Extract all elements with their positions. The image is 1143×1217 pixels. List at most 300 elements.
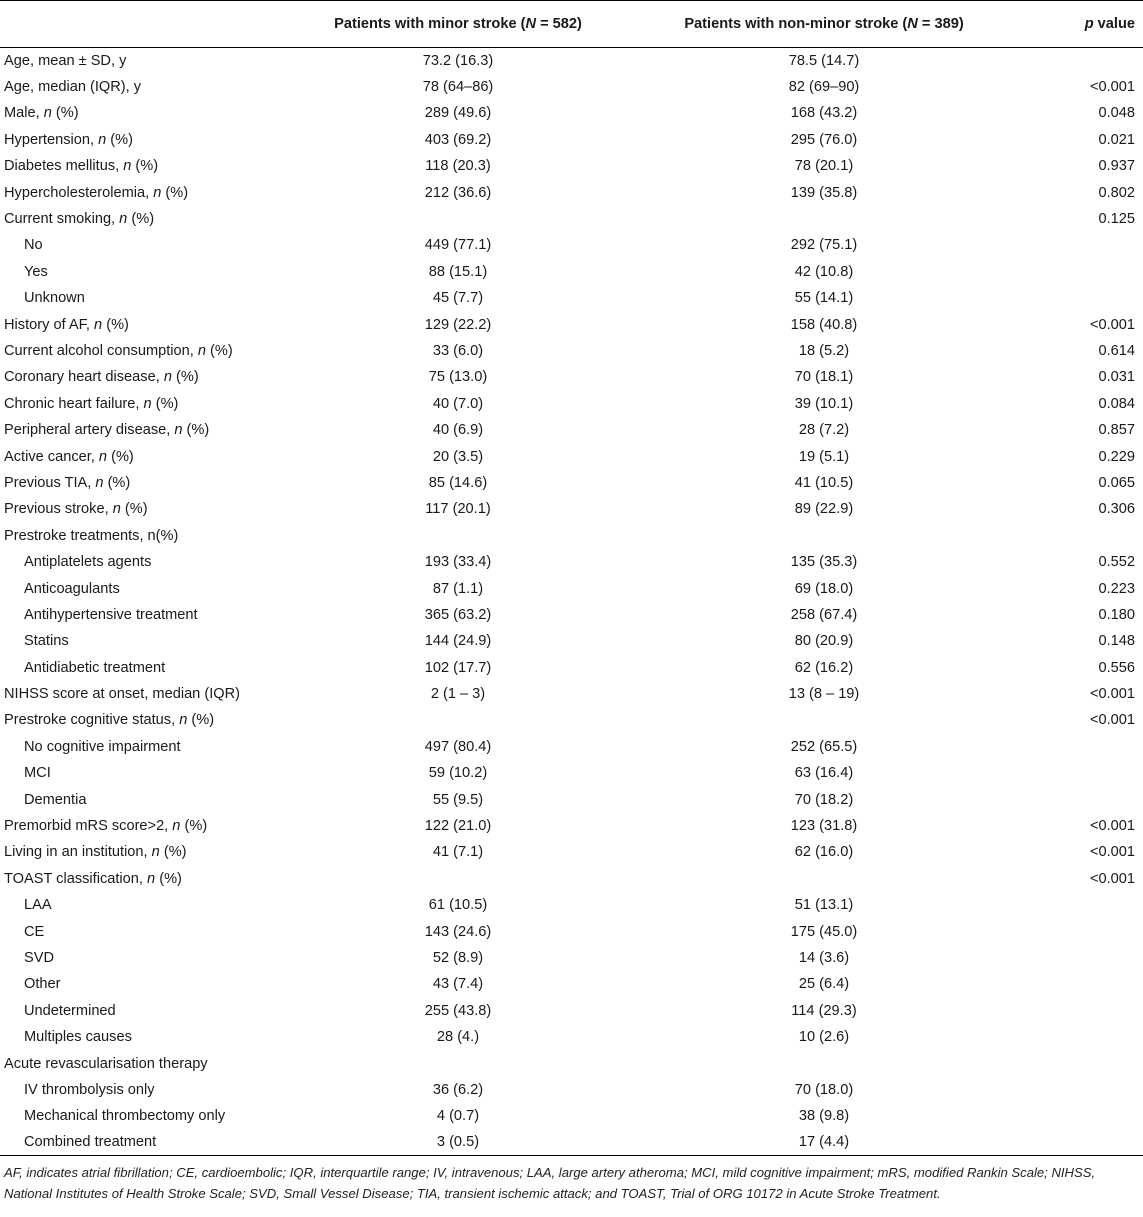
table-row — [0, 945, 1143, 971]
cell-nonminor: 28 (7.2) — [798, 422, 850, 439]
cell-p-value — [1032, 1077, 1143, 1103]
cell-nonminor: 158 (40.8) — [790, 316, 858, 333]
table-row — [0, 971, 1143, 997]
cell-p-value: 0.084 — [1098, 395, 1135, 412]
cell-p-value — [1032, 48, 1143, 74]
row-label-text: Combined treatment — [24, 1134, 157, 1151]
row-label — [0, 1103, 300, 1129]
cell-minor: 118 (20.3) — [425, 158, 491, 175]
cell-p-value: 0.614 — [1098, 342, 1135, 359]
row-label — [0, 602, 300, 628]
cell-minor: 2 (1 – 3) — [430, 686, 486, 703]
row-label-n: n — [174, 422, 183, 439]
row-label — [0, 1050, 300, 1076]
table-header — [0, 1, 1143, 48]
row-label — [0, 760, 300, 786]
cell-minor — [300, 707, 616, 733]
row-label-n: n — [95, 474, 104, 491]
cell-p-value: 0.229 — [1098, 448, 1135, 465]
row-label-text: Living in an institution, — [4, 844, 152, 861]
header-minor-stroke — [300, 1, 616, 48]
cell-minor: 212 (36.6) — [424, 184, 492, 201]
row-label-text: LAA — [24, 897, 52, 914]
cell-p-value: 0.148 — [1098, 633, 1135, 650]
cell-minor: 43 (7.4) — [432, 976, 484, 993]
cell-minor — [300, 523, 616, 549]
row-label-suffix: (%) — [151, 395, 179, 412]
cell-nonminor: 70 (18.1) — [794, 369, 854, 386]
cell-minor: 78 (64–86) — [422, 79, 494, 96]
cell-p-value: 0.937 — [1098, 158, 1135, 175]
row-label-text: Active cancer, — [4, 448, 99, 465]
cell-minor: 55 (9.5) — [432, 791, 484, 808]
cell-nonminor: 135 (35.3) — [790, 554, 858, 571]
table-row — [0, 866, 1143, 892]
row-label-text: Antiplatelets agents — [24, 554, 152, 571]
cell-nonminor: 175 (45.0) — [790, 923, 858, 940]
cell-minor: 117 (20.1) — [425, 501, 491, 518]
table-row — [0, 575, 1143, 601]
row-label-n: n — [123, 158, 132, 175]
row-label-text: History of AF, — [4, 316, 95, 333]
table-row — [0, 74, 1143, 100]
header-nonminor-n: N — [907, 16, 918, 32]
row-label-n: n — [119, 211, 128, 228]
header-nonminor-label: Patients with non-minor stroke ( — [684, 16, 908, 32]
cell-p-value: <0.001 — [1089, 818, 1135, 835]
cell-p-value: 0.048 — [1098, 105, 1135, 122]
cell-minor: 102 (17.7) — [424, 659, 492, 676]
table-row — [0, 1050, 1143, 1076]
row-label-suffix: (%) — [159, 844, 187, 861]
row-label-suffix: (%) — [106, 131, 133, 148]
row-label-n: n — [153, 184, 162, 201]
row-label — [0, 892, 300, 918]
cell-nonminor: 18 (5.2) — [798, 342, 850, 359]
cell-nonminor: 41 (10.5) — [794, 474, 854, 491]
cell-minor: 289 (49.6) — [424, 105, 492, 122]
header-minor-count: = 582) — [536, 16, 582, 32]
cell-minor: 59 (10.2) — [428, 765, 488, 782]
cell-p-value — [1032, 892, 1143, 918]
table-row — [0, 391, 1143, 417]
row-label-text: Current smoking, — [4, 211, 120, 228]
row-label-suffix: (%) — [155, 870, 182, 887]
row-label — [0, 48, 300, 74]
cell-minor: 40 (6.9) — [432, 422, 484, 439]
cell-p-value — [1032, 285, 1143, 311]
cell-minor: 193 (33.4) — [424, 554, 492, 571]
cell-nonminor: 10 (2.6) — [798, 1029, 850, 1046]
row-label-text: Age, mean ± SD, y — [4, 52, 127, 69]
cell-nonminor: 114 (29.3) — [791, 1002, 857, 1019]
row-label — [0, 391, 300, 417]
row-label-n: n — [112, 501, 121, 518]
row-label — [0, 74, 300, 100]
table-row — [0, 1130, 1143, 1156]
row-label-text: SVD — [24, 949, 55, 966]
row-label-text: Current alcohol consumption, — [4, 342, 198, 359]
row-label-suffix: (%) — [171, 369, 199, 386]
row-label-text: TOAST classification, — [4, 870, 148, 887]
table-row — [0, 153, 1143, 179]
cell-nonminor — [616, 206, 1032, 232]
row-label-text: Premorbid mRS score>2, — [4, 818, 173, 835]
table-row — [0, 654, 1143, 680]
row-label-suffix: (%) — [182, 422, 210, 439]
table-row — [0, 338, 1143, 364]
row-label — [0, 681, 300, 707]
row-label-n: n — [151, 844, 160, 861]
cell-nonminor: 82 (69–90) — [788, 79, 860, 96]
table-row — [0, 602, 1143, 628]
cell-minor: 20 (3.5) — [432, 448, 484, 465]
row-label — [0, 1130, 300, 1156]
cell-nonminor: 78.5 (14.7) — [788, 52, 860, 69]
table-body — [0, 48, 1143, 1156]
cell-nonminor — [616, 866, 1032, 892]
row-label-text: MCI — [24, 765, 51, 782]
cell-p-value: <0.001 — [1089, 712, 1135, 729]
cell-minor: 33 (6.0) — [432, 342, 484, 359]
row-label — [0, 1024, 300, 1050]
row-label-text: Unknown — [24, 290, 85, 307]
cell-minor — [300, 206, 616, 232]
cell-p-value: 0.125 — [1098, 211, 1135, 228]
row-label-text: Yes — [24, 263, 48, 280]
cell-minor: 87 (1.1) — [432, 580, 484, 597]
table-row — [0, 918, 1143, 944]
cell-minor: 449 (77.1) — [424, 237, 492, 254]
table-row — [0, 813, 1143, 839]
row-label-suffix: (%) — [127, 211, 155, 228]
row-label-text: Hypertension, — [4, 131, 99, 148]
row-label-text: Statins — [24, 633, 69, 650]
cell-p-value: 0.223 — [1098, 580, 1135, 597]
row-label-text: IV thrombolysis only — [24, 1081, 155, 1098]
row-label-text: Hypercholesterolemia, — [4, 184, 154, 201]
table-row — [0, 100, 1143, 126]
row-label — [0, 179, 300, 205]
cell-p-value — [1032, 998, 1143, 1024]
row-label — [0, 496, 300, 522]
cell-nonminor: 292 (75.1) — [790, 237, 858, 254]
table-row — [0, 734, 1143, 760]
row-label-text: Peripheral artery disease, — [4, 422, 175, 439]
header-nonminor-count: = 389) — [917, 16, 964, 32]
cell-minor: 365 (63.2) — [424, 606, 492, 623]
cell-nonminor: 252 (65.5) — [790, 738, 858, 755]
cell-p-value: <0.001 — [1089, 870, 1135, 887]
row-label — [0, 628, 300, 654]
cell-minor: 129 (22.2) — [424, 316, 492, 333]
cell-p-value — [1032, 259, 1143, 285]
header-p-label: value — [1093, 16, 1135, 32]
cell-minor: 36 (6.2) — [432, 1081, 484, 1098]
row-label-text: Antidiabetic treatment — [24, 659, 166, 676]
cell-minor — [300, 866, 616, 892]
cell-minor: 255 (43.8) — [424, 1002, 492, 1019]
row-label-text: Diabetes mellitus, — [4, 158, 124, 175]
row-label — [0, 866, 300, 892]
cell-minor: 85 (14.6) — [428, 474, 488, 491]
cell-minor: 75 (13.0) — [428, 369, 488, 386]
cell-nonminor: 62 (16.2) — [794, 659, 854, 676]
row-label — [0, 1077, 300, 1103]
cell-nonminor: 42 (10.8) — [794, 263, 854, 280]
cell-p-value: <0.001 — [1089, 79, 1135, 96]
row-label-suffix: (%) — [161, 184, 189, 201]
cell-nonminor: 69 (18.0) — [794, 580, 854, 597]
cell-minor: 73.2 (16.3) — [422, 52, 494, 69]
header-minor-n: N — [525, 16, 537, 32]
row-label — [0, 786, 300, 812]
row-label-text: NIHSS score at onset, median (IQR) — [4, 686, 241, 703]
cell-minor: 3 (0.5) — [300, 1130, 616, 1156]
cell-minor: 403 (69.2) — [424, 131, 492, 148]
cell-nonminor: 62 (16.0) — [794, 844, 854, 861]
row-label — [0, 839, 300, 865]
row-label — [0, 417, 300, 443]
cell-p-value: 0.180 — [1098, 606, 1135, 623]
header-minor-label: Patients with minor stroke ( — [334, 16, 526, 32]
cell-p-value — [1032, 232, 1143, 258]
table-row — [0, 311, 1143, 337]
cell-p-value: 0.802 — [1098, 184, 1135, 201]
cell-nonminor: 168 (43.2) — [790, 105, 858, 122]
cell-p-value — [1032, 1024, 1143, 1050]
row-label-suffix: (%) — [102, 316, 129, 333]
cell-nonminor: 17 (4.4) — [616, 1130, 1032, 1156]
cell-minor: 28 (4.) — [436, 1029, 480, 1046]
table-row — [0, 496, 1143, 522]
table-row — [0, 443, 1143, 469]
cell-p-value — [1032, 1103, 1143, 1129]
table-row — [0, 707, 1143, 733]
cell-p-value: 0.031 — [1098, 369, 1135, 386]
row-label — [0, 338, 300, 364]
row-label-text: Undetermined — [24, 1002, 116, 1019]
row-label-suffix: (%) — [120, 501, 148, 518]
table-row — [0, 285, 1143, 311]
header-characteristic — [0, 1, 300, 48]
row-label — [0, 153, 300, 179]
row-label-text: Prestroke cognitive status, — [4, 712, 180, 729]
table-row — [0, 259, 1143, 285]
row-label — [0, 549, 300, 575]
table-row — [0, 206, 1143, 232]
row-label — [0, 945, 300, 971]
row-label-n: n — [98, 448, 108, 465]
table-row — [0, 1024, 1143, 1050]
cell-p-value — [1032, 1130, 1143, 1156]
row-label-n: n — [147, 870, 156, 887]
cell-p-value: <0.001 — [1089, 316, 1135, 333]
row-label-text: Anticoagulants — [24, 580, 120, 597]
table-row — [0, 523, 1143, 549]
cell-nonminor: 70 (18.2) — [794, 791, 854, 808]
table-row — [0, 760, 1143, 786]
cell-minor: 52 (8.9) — [432, 949, 484, 966]
row-label-suffix: (%) — [103, 474, 131, 491]
cell-nonminor: 89 (22.9) — [794, 501, 854, 518]
cell-minor: 88 (15.1) — [428, 263, 488, 280]
row-label — [0, 470, 300, 496]
cell-nonminor: 14 (3.6) — [798, 949, 850, 966]
row-label — [0, 575, 300, 601]
row-label — [0, 443, 300, 469]
header-p-italic: p — [1084, 16, 1094, 32]
row-label-text: Antihypertensive treatment — [24, 606, 198, 623]
table-row — [0, 1077, 1143, 1103]
row-label-text: CE — [24, 923, 45, 940]
header-p-value — [1032, 1, 1143, 48]
cell-nonminor — [616, 1050, 1032, 1076]
row-label-text: Age, median (IQR), y — [4, 79, 142, 96]
row-label — [0, 654, 300, 680]
header-nonminor-stroke — [616, 1, 1032, 48]
header-row — [0, 1, 1143, 48]
row-label-suffix: (%) — [180, 818, 208, 835]
cell-p-value: 0.857 — [1098, 422, 1135, 439]
cell-nonminor: 295 (76.0) — [790, 131, 858, 148]
row-label-text: Multiples causes — [24, 1029, 132, 1046]
cell-nonminor — [616, 523, 1032, 549]
cell-nonminor: 38 (9.8) — [798, 1108, 850, 1125]
row-label-text: Chronic heart failure, — [4, 395, 144, 412]
row-label-n: n — [179, 712, 188, 729]
table-row — [0, 232, 1143, 258]
row-label-n: n — [163, 369, 172, 386]
cell-minor: 61 (10.5) — [428, 897, 488, 914]
cell-p-value — [1032, 1050, 1143, 1076]
table-row — [0, 364, 1143, 390]
row-label — [0, 707, 300, 733]
cell-nonminor: 63 (16.4) — [794, 765, 854, 782]
cell-p-value: 0.065 — [1098, 474, 1135, 491]
row-label-n: n — [172, 818, 181, 835]
cell-nonminor: 39 (10.1) — [794, 395, 854, 412]
row-label-n: n — [94, 316, 103, 333]
cell-p-value — [1032, 945, 1143, 971]
row-label — [0, 100, 300, 126]
table-row — [0, 1103, 1143, 1129]
row-label — [0, 364, 300, 390]
cell-p-value: <0.001 — [1089, 844, 1135, 861]
cell-minor: 144 (24.9) — [424, 633, 492, 650]
cell-minor — [300, 1050, 616, 1076]
cell-nonminor: 258 (67.4) — [790, 606, 858, 623]
row-label-text: Prestroke treatments, n(%) — [4, 527, 179, 544]
cell-nonminor: 70 (18.0) — [794, 1081, 854, 1098]
row-label — [0, 813, 300, 839]
row-label-n: n — [98, 131, 107, 148]
row-label — [0, 232, 300, 258]
table-row — [0, 892, 1143, 918]
table-row — [0, 628, 1143, 654]
cell-p-value — [1032, 734, 1143, 760]
row-label-text: Dementia — [24, 791, 87, 808]
cell-p-value: 0.306 — [1098, 501, 1135, 518]
cell-p-value — [1032, 760, 1143, 786]
cell-nonminor: 25 (6.4) — [798, 976, 850, 993]
row-label — [0, 918, 300, 944]
table-row — [0, 48, 1143, 74]
row-label — [0, 311, 300, 337]
row-label — [0, 206, 300, 232]
table-row — [0, 839, 1143, 865]
row-label-n: n — [197, 342, 206, 359]
row-label — [0, 523, 300, 549]
cell-p-value — [1032, 786, 1143, 812]
row-label-text: Previous stroke, — [4, 501, 113, 518]
cell-nonminor: 19 (5.1) — [798, 448, 850, 465]
row-label — [0, 285, 300, 311]
table-row — [0, 998, 1143, 1024]
cell-nonminor — [616, 707, 1032, 733]
cell-p-value — [1032, 918, 1143, 944]
row-label — [0, 259, 300, 285]
cell-nonminor: 78 (20.1) — [794, 158, 854, 175]
row-label-suffix: (%) — [107, 448, 134, 465]
cell-minor: 143 (24.6) — [424, 923, 492, 940]
table-row — [0, 470, 1143, 496]
cell-minor: 497 (80.4) — [424, 738, 492, 755]
cell-p-value: <0.001 — [1089, 686, 1135, 703]
table-row — [0, 127, 1143, 153]
cell-nonminor: 123 (31.8) — [790, 818, 858, 835]
table-row — [0, 179, 1143, 205]
row-label-text: No cognitive impairment — [24, 738, 181, 755]
row-label-text: No — [24, 237, 43, 254]
table-footnote: AF, indicates atrial fibrillation; CE, cardioembolic; IQR, interquartile range; IV, intravenous; LAA, large artery atheroma; MCI, mild cognitive impairment; mRS, modified Rankin Scale; NIHSS, National Institutes of Health Stroke Scale; SVD, Small Vessel Disease; TIA, transient ischemic attack; and TOAST, Trial of ORG 10172 in Acute Stroke Treatment. — [4, 1165, 1096, 1202]
row-label-text: Mechanical thrombectomy only — [24, 1108, 226, 1125]
row-label-suffix: (%) — [187, 712, 215, 729]
row-label-text: Acute revascularisation therapy — [4, 1055, 208, 1072]
row-label-n: n — [43, 105, 52, 122]
cell-nonminor: 13 (8 – 19) — [788, 686, 860, 703]
row-label-text: Male, — [4, 105, 44, 122]
row-label-text: Other — [24, 976, 61, 993]
cell-minor: 122 (21.0) — [424, 818, 492, 835]
table-row — [0, 417, 1143, 443]
cell-minor: 45 (7.7) — [432, 290, 484, 307]
cell-p-value — [1032, 971, 1143, 997]
table-row — [0, 786, 1143, 812]
cell-nonminor: 139 (35.8) — [790, 184, 858, 201]
cell-minor: 4 (0.7) — [436, 1108, 480, 1125]
cell-p-value: 0.021 — [1098, 131, 1135, 148]
row-label — [0, 127, 300, 153]
cell-nonminor: 55 (14.1) — [794, 290, 854, 307]
row-label — [0, 971, 300, 997]
row-label-text: Previous TIA, — [4, 474, 96, 491]
row-label — [0, 734, 300, 760]
row-label-suffix: (%) — [206, 342, 233, 359]
row-label — [0, 998, 300, 1024]
cell-p-value — [1032, 523, 1143, 549]
cell-nonminor: 80 (20.9) — [794, 633, 854, 650]
cell-p-value: 0.552 — [1098, 554, 1135, 571]
cell-nonminor: 51 (13.1) — [794, 897, 854, 914]
row-label-suffix: (%) — [51, 105, 79, 122]
row-label-text: Coronary heart disease, — [4, 369, 164, 386]
table-row — [0, 549, 1143, 575]
cell-p-value: 0.556 — [1098, 659, 1135, 676]
table-row — [0, 681, 1143, 707]
row-label-n: n — [143, 395, 152, 412]
row-label-suffix: (%) — [131, 158, 159, 175]
